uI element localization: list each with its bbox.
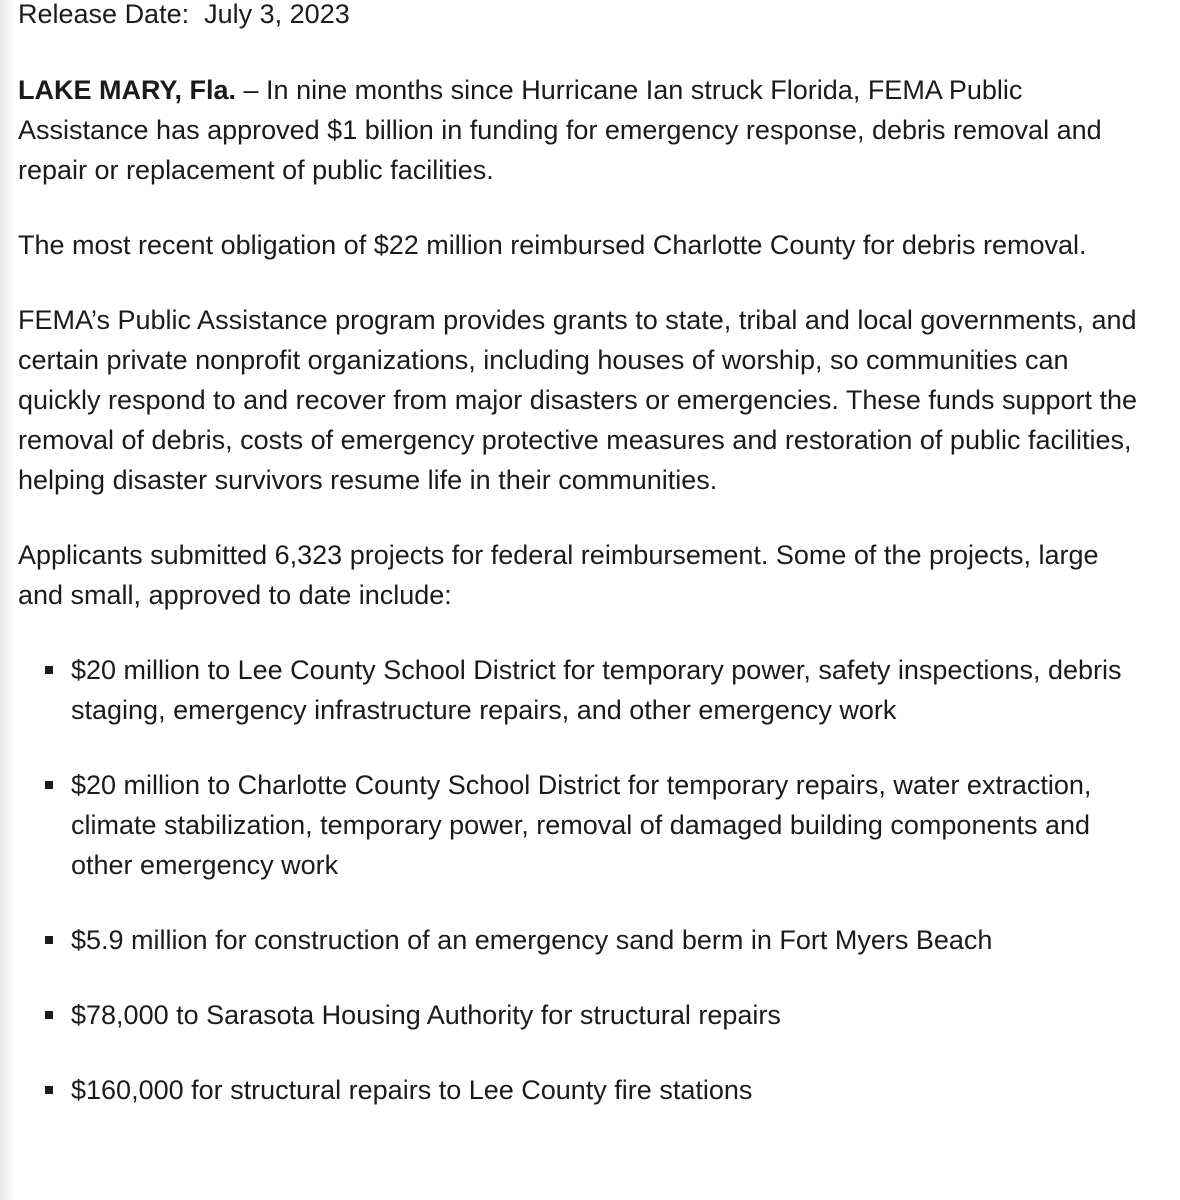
intro-text: – In nine months since Hurricane Ian struck Florida, FEMA Public Assistance has approved $1 billion in funding for emergency response, debris removal and repair or replacement of public facilities.	[18, 75, 1102, 185]
list-item: $78,000 to Sarasota Housing Authority for structural repairs	[71, 995, 1148, 1035]
dateline: LAKE MARY, Fla.	[18, 75, 237, 105]
approved-projects-list	[18, 650, 1148, 1110]
list-item: $20 million to Charlotte County School District for temporary repairs, water extraction, climate stabilization, temporary power, removal of damaged building components and other emergency work	[71, 765, 1148, 885]
program-description-paragraph: FEMA’s Public Assistance program provides grants to state, tribal and local governments, and certain private nonprofit organizations, including houses of worship, so communities can quickly respond to and recover from major disasters or emergencies. These funds support the removal of debris, costs of emergency protective measures and restoration of public facilities, helping disaster survivors resume life in their communities.	[18, 305, 1138, 495]
left-edge-shadow	[0, 0, 16, 1200]
list-item: $160,000 for structural repairs to Lee County fire stations	[71, 1070, 1148, 1110]
projects-intro-paragraph: Applicants submitted 6,323 projects for federal reimbursement. Some of the projects, large and small, approved to date include:	[18, 540, 1099, 610]
list-item: $5.9 million for construction of an emergency sand berm in Fort Myers Beach	[71, 920, 1148, 960]
press-release-article	[18, 0, 1148, 1145]
list-item: $20 million to Lee County School District for temporary power, safety inspections, debris staging, emergency infrastructure repairs, and other emergency work	[71, 650, 1148, 730]
release-date-line	[18, 0, 1148, 34]
obligation-paragraph: The most recent obligation of $22 million reimbursed Charlotte County for debris removal.	[18, 230, 1087, 260]
release-date-value: July 3, 2023	[204, 0, 350, 29]
intro-paragraph	[18, 70, 1148, 190]
release-date-label: Release Date:	[18, 0, 190, 29]
